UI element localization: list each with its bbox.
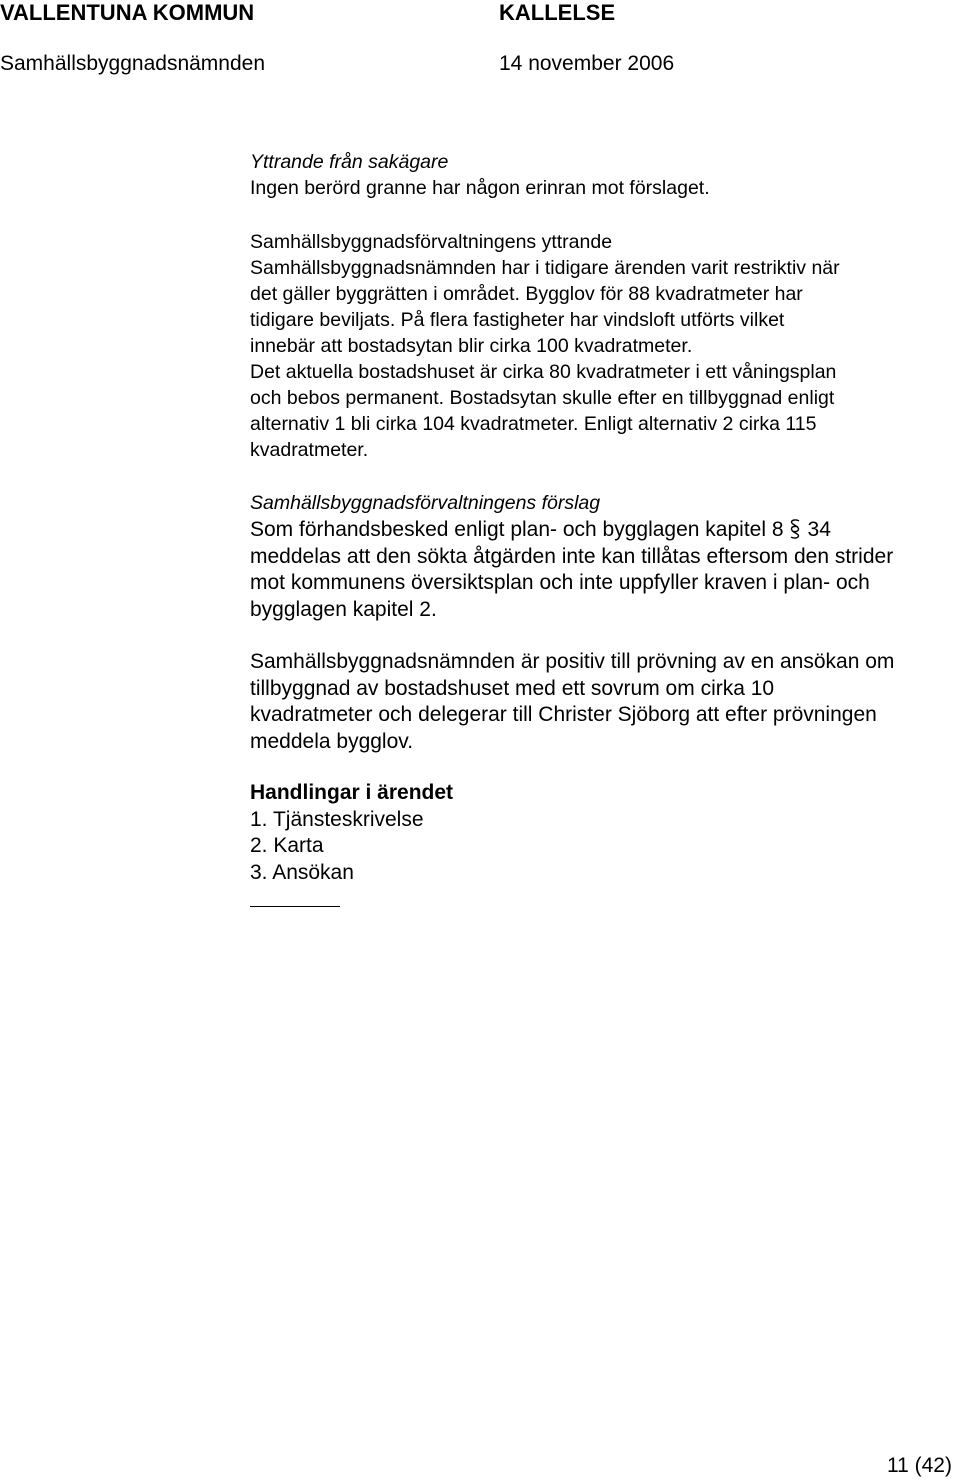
paragraph-line: och bebos permanent. Bostadsytan skulle efter en tillbyggnad enligt <box>250 387 835 409</box>
paragraph-line: Det aktuella bostadshuset är cirka 80 kvadratmeter i ett våningsplan <box>250 361 837 383</box>
paragraph-line: Som förhandsbesked enligt plan- och bygglagen kapitel 8 34 <box>250 518 831 541</box>
paragraph-line: meddelas att den sökta åtgärden inte kan tillåtas eftersom den strider <box>250 544 894 568</box>
paragraph-line: Samhällsbyggnadsnämnden är positiv till prövning av en ansökan om <box>250 650 895 673</box>
committee-name: Samhällsbyggnadsnämnden <box>0 52 266 75</box>
paragraph-line: tillbyggnad av bostadshuset med ett sovrum om cirka 10 <box>250 676 775 700</box>
section-heading: Yttrande från sakägare <box>250 151 449 173</box>
paragraph-line: alternativ 1 bli cirka 104 kvadratmeter. Enligt alternativ 2 cirka 115 <box>250 413 817 435</box>
paragraph-line: kvadratmeter. <box>250 439 369 461</box>
section-neighbours <box>250 149 950 201</box>
paragraph-line: bygglagen kapitel 2. <box>250 597 437 621</box>
list-item: 2. Karta <box>250 834 324 857</box>
page-number: 11 (42) <box>887 1454 952 1477</box>
proposal-body <box>250 517 950 623</box>
section-heading: Samhällsbyggnadsförvaltningens förslag <box>250 492 601 514</box>
section-documents <box>250 780 950 886</box>
paragraph-line: tidigare beviljats. På flera fastigheter har vindsloft utförts vilket <box>250 309 785 331</box>
paragraph-line: Ingen berörd granne har någon erinran mot förslaget. <box>250 177 710 199</box>
list-item: 3. Ansökan <box>250 860 354 884</box>
end-rule <box>250 906 340 907</box>
paragraph-line: det gäller byggrätten i området. Bygglov för 88 kvadratmeter har <box>250 283 803 305</box>
meeting-date: 14 november 2006 <box>499 52 675 75</box>
section-positive <box>250 649 950 755</box>
section-heading: Handlingar i ärendet <box>250 781 454 804</box>
section-proposal <box>250 490 950 516</box>
doc-type: KALLELSE <box>499 0 616 25</box>
section-sign-icon <box>788 519 802 539</box>
paragraph-line: meddela bygglov. <box>250 729 414 753</box>
paragraph-line: Samhällsbyggnadsnämnden har i tidigare ärenden varit restriktiv när <box>250 257 840 279</box>
section-statement <box>250 229 950 463</box>
section-heading: Samhällsbyggnadsförvaltningens yttrande <box>250 231 613 253</box>
list-item: 1. Tjänsteskrivelse <box>250 807 424 831</box>
paragraph-line: innebär att bostadsytan blir cirka 100 kvadratmeter. <box>250 335 693 357</box>
org-name: VALLENTUNA KOMMUN <box>0 0 255 25</box>
paragraph-line: kvadratmeter och delegerar till Christer Sjöborg att efter prövningen <box>250 703 877 726</box>
paragraph-line: mot kommunens översiktsplan och inte uppfyller kraven i plan- och <box>250 571 870 594</box>
